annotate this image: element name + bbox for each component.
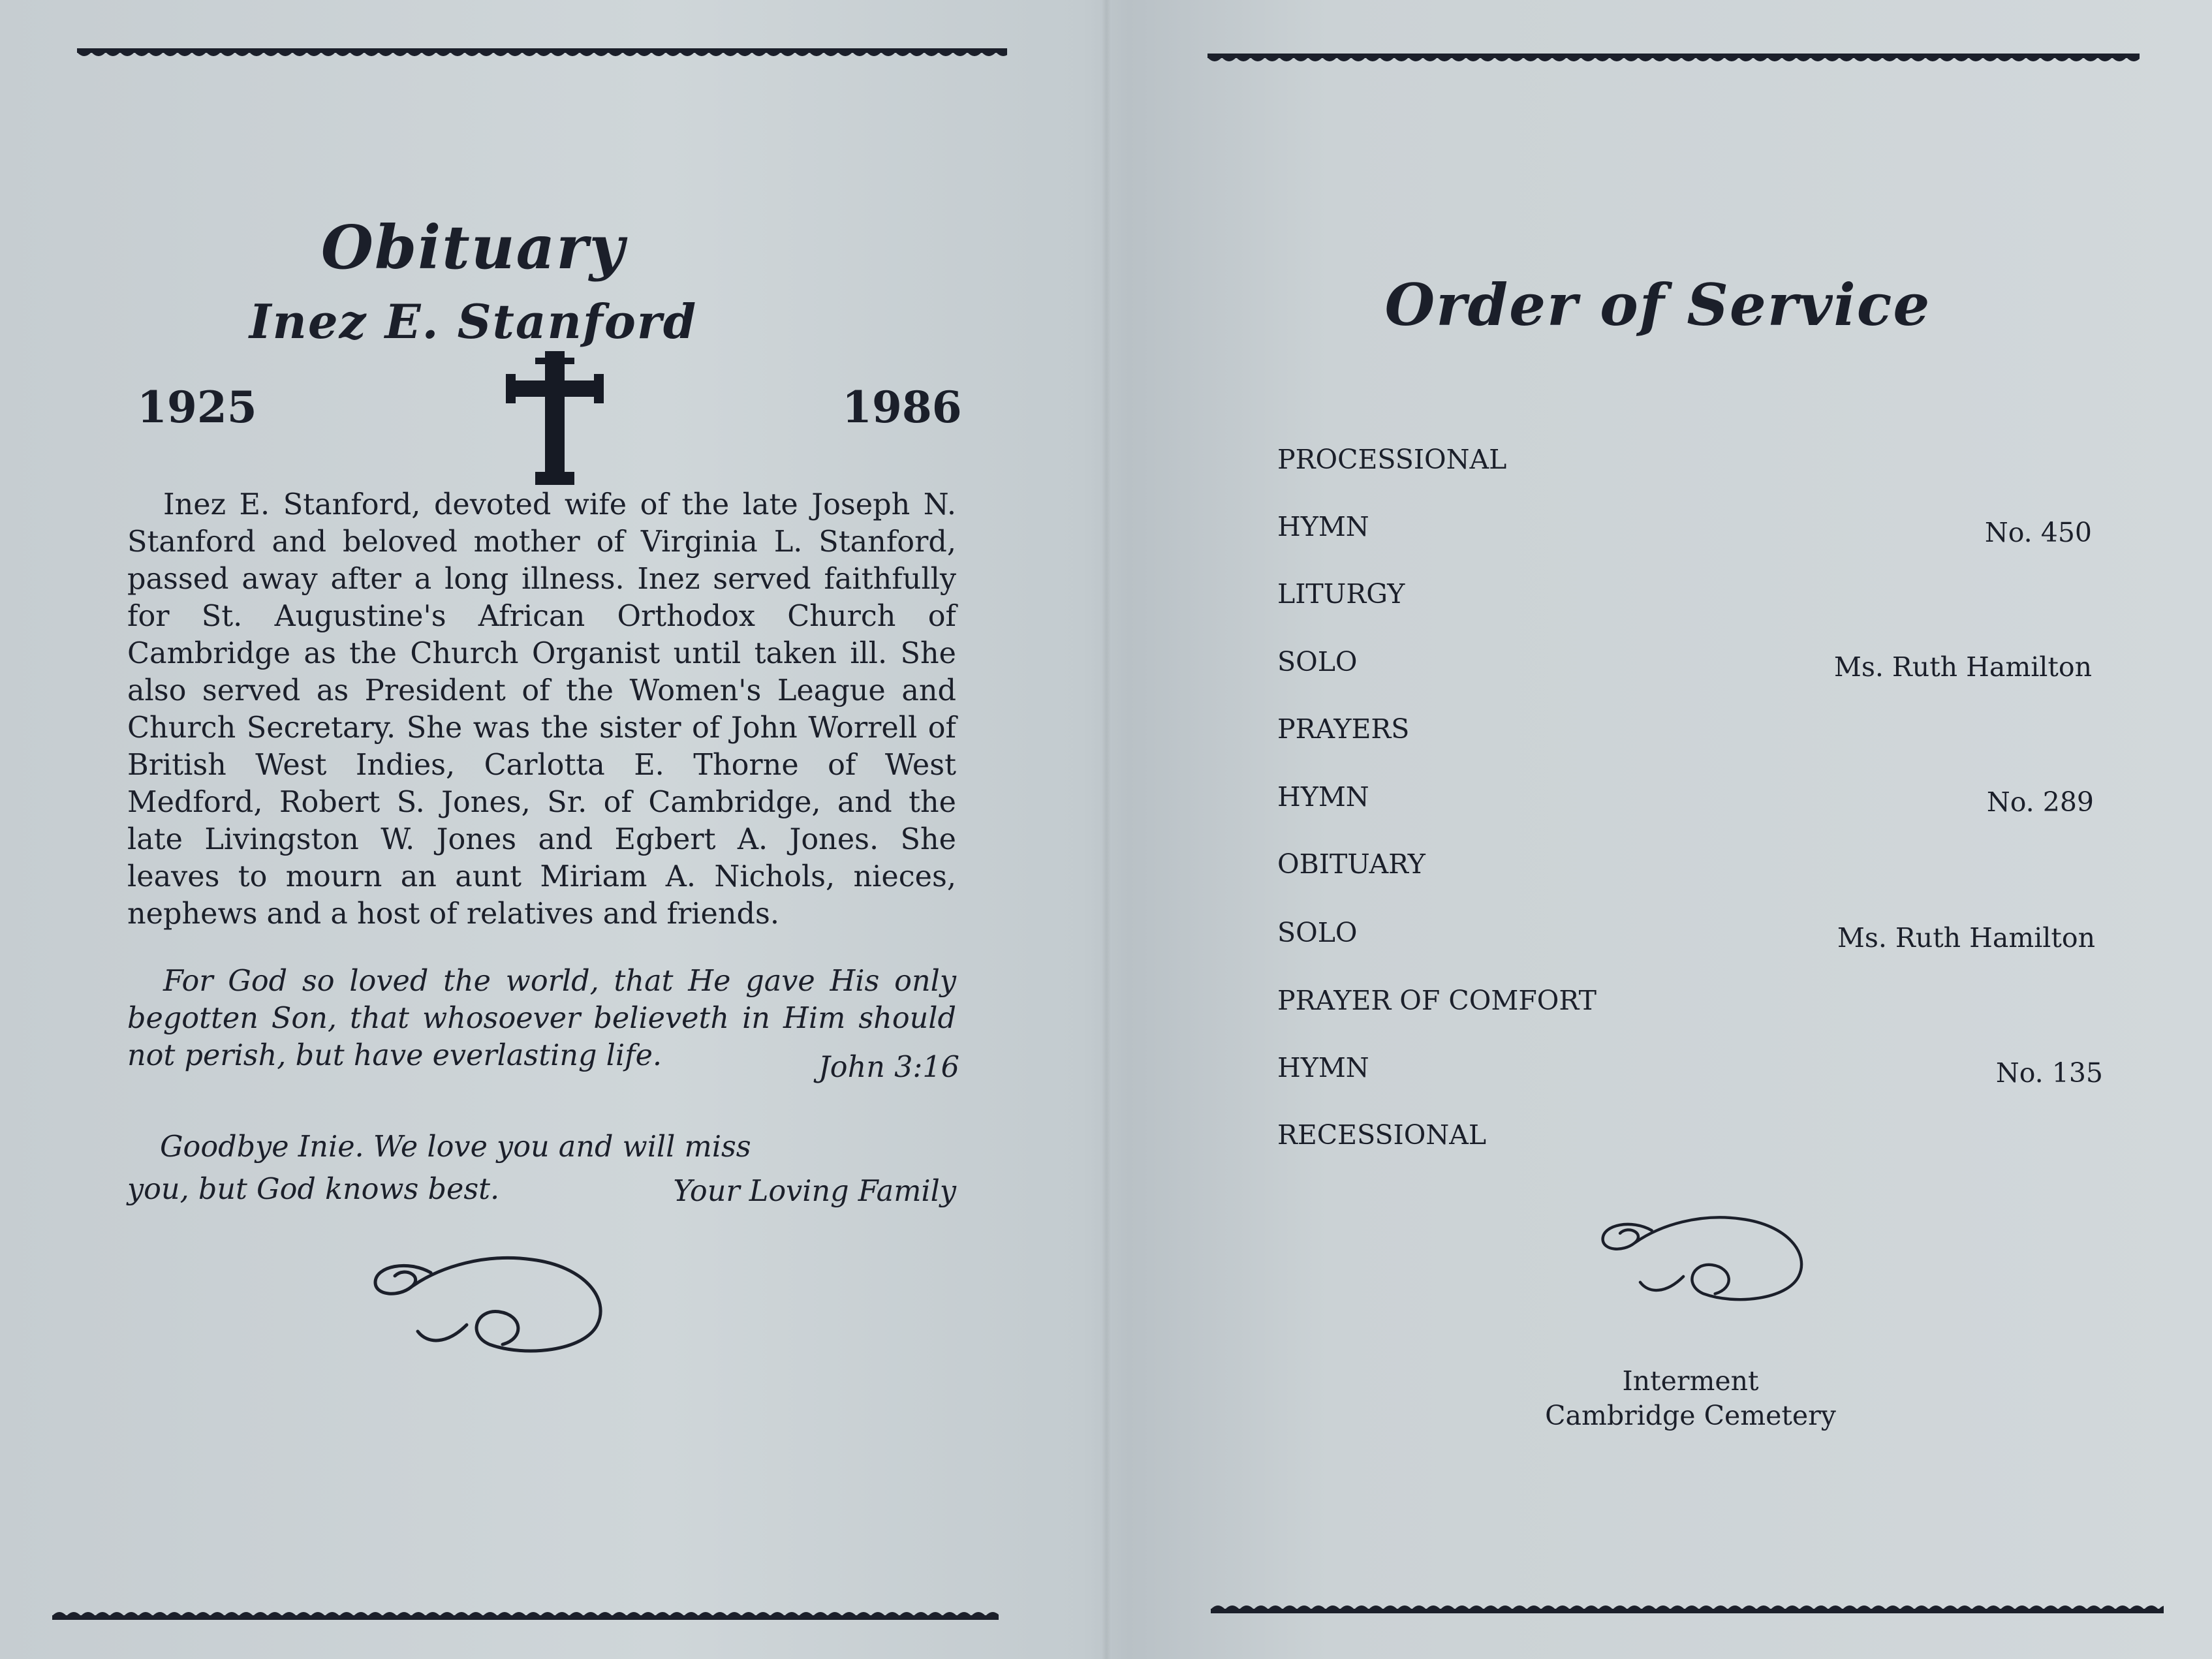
interment-place: Cambridge Cemetery bbox=[1545, 1400, 1836, 1431]
top-border-right bbox=[1207, 52, 2140, 69]
service-item-hymn-2: HYMN bbox=[1277, 781, 1369, 813]
service-item-recessional: RECESSIONAL bbox=[1277, 1119, 1487, 1151]
obituary-title: Obituary bbox=[320, 212, 626, 283]
death-year: 1986 bbox=[842, 382, 962, 433]
family-signature: Your Loving Family bbox=[673, 1175, 956, 1208]
order-of-service-title: Order of Service bbox=[1384, 271, 1931, 339]
service-item-prayers: PRAYERS bbox=[1277, 713, 1410, 745]
top-border-left bbox=[77, 47, 1007, 64]
service-item-processional: PROCESSIONAL bbox=[1277, 444, 1507, 475]
service-item-obituary: OBITUARY bbox=[1277, 848, 1425, 880]
service-detail-solo-1: Ms. Ruth Hamilton bbox=[1833, 651, 2092, 683]
cross-icon bbox=[503, 351, 607, 488]
service-detail-hymn-3: No. 135 bbox=[1995, 1057, 2103, 1089]
scroll-flourish-icon bbox=[369, 1247, 610, 1357]
obituary-text: Inez E. Stanford, devoted wife of the late Joseph N. Stanford and beloved mother of Virginia L. Stanford, passed away after a long illness. Inez served faithfully for St. Augustine's African Orthodox Church of Cambridge as the Church Organist until taken ill. She also served as President of the Women's League and Church Secretary. She was the sister of John Worrell of British West Indies, Carlotta E. Thorne of West Medford, Robert S. Jones, Sr. of Cambridge, and the late Livingston W. Jones and Egbert A. Jones. She leaves to mourn an aunt Miriam A. Nichols, nieces, nephews and a host of relatives and friends. bbox=[127, 488, 956, 931]
interment-label: Interment bbox=[1622, 1365, 1759, 1397]
service-detail-solo-2: Ms. Ruth Hamilton bbox=[1837, 922, 2095, 954]
farewell-message: Goodbye Inie. We love you and will miss you, but God knows best. bbox=[127, 1130, 751, 1206]
service-detail-hymn-1: No. 450 bbox=[1984, 517, 2092, 548]
service-item-hymn-1: HYMN bbox=[1277, 511, 1369, 542]
birth-year: 1925 bbox=[137, 382, 257, 433]
service-detail-hymn-2: No. 289 bbox=[1986, 786, 2094, 818]
service-item-solo-1: SOLO bbox=[1277, 646, 1358, 677]
scripture-verse: For God so loved the world, that He gave His only begotten Son, that whosoever believeth in Him should not perish, but have everlasting life. bbox=[127, 965, 956, 1072]
service-item-prayer-of-comfort: PRAYER OF COMFORT bbox=[1277, 985, 1597, 1016]
service-item-liturgy: LITURGY bbox=[1277, 578, 1405, 610]
scroll-flourish-icon bbox=[1593, 1207, 1815, 1305]
deceased-name: Inez E. Stanford bbox=[249, 294, 698, 349]
service-item-solo-2: SOLO bbox=[1277, 917, 1358, 948]
bottom-border-right bbox=[1211, 1598, 2164, 1615]
center-fold bbox=[1102, 0, 1111, 1659]
service-item-hymn-3: HYMN bbox=[1277, 1052, 1369, 1083]
scripture-reference: John 3:16 bbox=[818, 1051, 959, 1084]
bottom-border-left bbox=[52, 1604, 999, 1621]
